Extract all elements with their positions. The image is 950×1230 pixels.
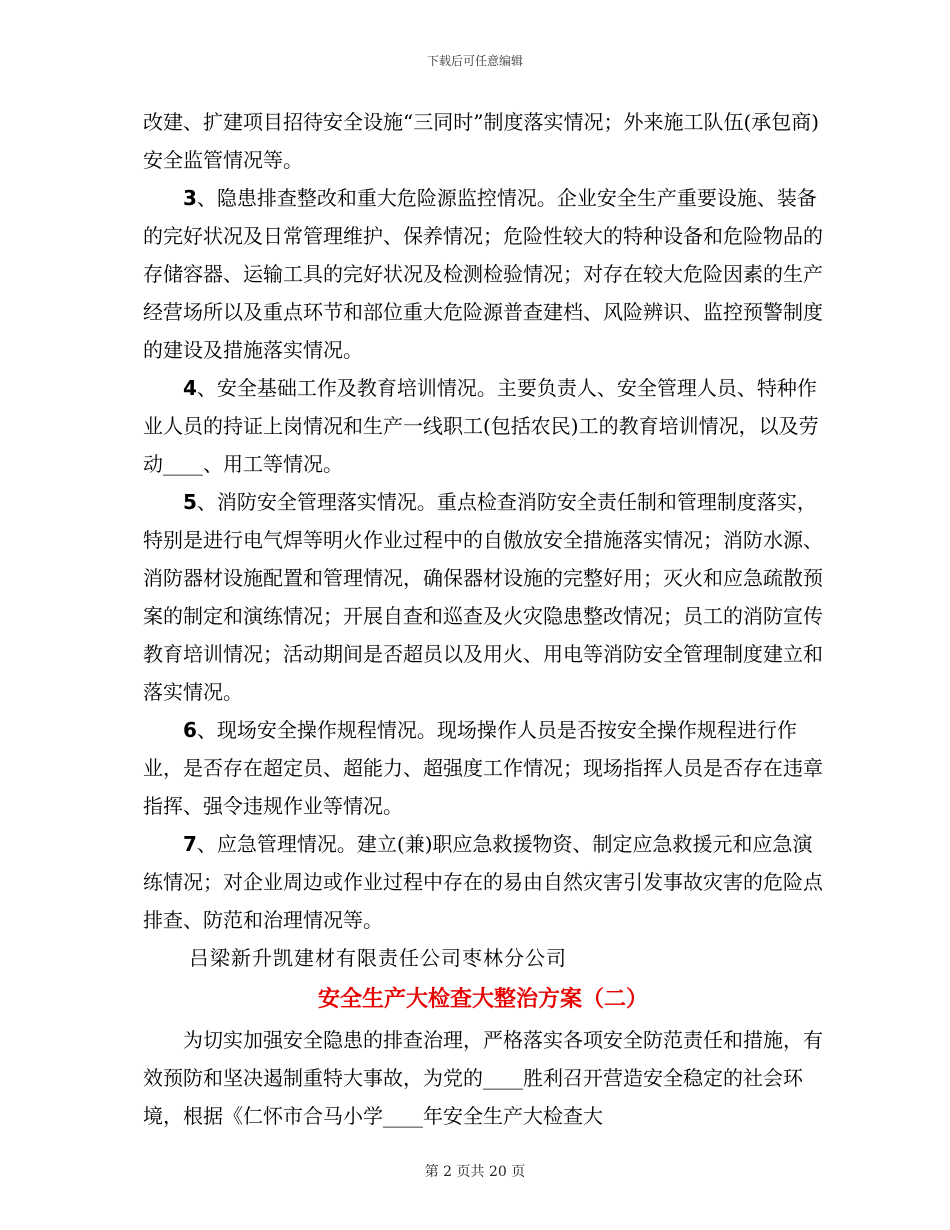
paragraph-continuation xyxy=(143,103,823,179)
item-number: 6 xyxy=(183,718,197,742)
intro-paragraph: 为切实加强安全隐患的排查治理，严格落实各项安全防范责任和措施，有效预防和坚决遏制重特大事故，为党的____胜利召开营造安全稳定的社会环境，根据《仁怀市合马小学____年安全生产大检查大 xyxy=(143,1028,823,1128)
document-body xyxy=(143,103,823,1135)
item-number: 5 xyxy=(183,490,197,514)
paragraph-text: 、现场安全操作规程情况。现场操作人员是否按安全操作规程进行作业，是否存在超定员、超能力、超强度工作情况；现场指挥人员是否存在违章指挥、强令违规作业等情况。 xyxy=(143,718,823,818)
item-number: 3 xyxy=(183,186,197,210)
paragraph-text: 、应急管理情况。建立(兼)职应急救援物资、制定应急救援元和应急演练情况；对企业周边或作业过程中存在的易由自然灾害引发事故灾害的危险点排查、防范和治理情况等。 xyxy=(143,832,823,932)
paragraph-item-5 xyxy=(143,483,823,711)
paragraph-item-4 xyxy=(143,369,823,483)
paragraph-item-3 xyxy=(143,179,823,369)
page-footer: 第 2 页共 20 页 xyxy=(424,1164,526,1180)
paragraph-text: 、隐患排查整改和重大危险源监控情况。企业安全生产重要设施、装备的完好状况及日常管理维护、保养情况；危险性较大的特种设备和危险物品的存储容器、运输工具的完好状况及检测检验情况；对存在较大危险因素的生产经营场所以及重点环节和部位重大危险源普查建档、风险辨识、监控预警制度的建设及措施落实情况。 xyxy=(143,186,823,362)
section-title: 安全生产大检查大整治方案（二） xyxy=(317,986,648,1012)
paragraph-text: 、消防安全管理落实情况。重点检查消防安全责任制和管理制度落实，特别是进行电气焊等明火作业过程中的自傲放安全措施落实情况；消防水源、消防器材设施配置和管理情况，确保器材设施的完整好用；灭火和应急疏散预案的制定和演练情况；开展自查和巡查及火灾隐患整改情况；员工的消防宣传教育培训情况；活动期间是否超员以及用火、用电等消防安全管理制度建立和落实情况。 xyxy=(143,490,823,704)
paragraph-item-6 xyxy=(143,711,823,825)
paragraph-text: 改建、扩建项目招待安全设施“三同时”制度落实情况；外来施工队伍(承包商)安全监管情况等。 xyxy=(143,110,820,172)
page-header: 下载后可任意编辑 xyxy=(426,54,523,68)
paragraph-item-7 xyxy=(143,825,823,939)
item-number: 4 xyxy=(183,376,197,400)
item-number: 7 xyxy=(183,832,197,856)
paragraph-text: 、安全基础工作及教育培训情况。主要负责人、安全管理人员、特种作业人员的持证上岗情况和生产一线职工(包括农民)工的教育培训情况，以及劳动____、用工等情况。 xyxy=(143,376,819,476)
company-signature: 吕梁新升凯建材有限责任公司枣林分公司 xyxy=(189,946,567,970)
